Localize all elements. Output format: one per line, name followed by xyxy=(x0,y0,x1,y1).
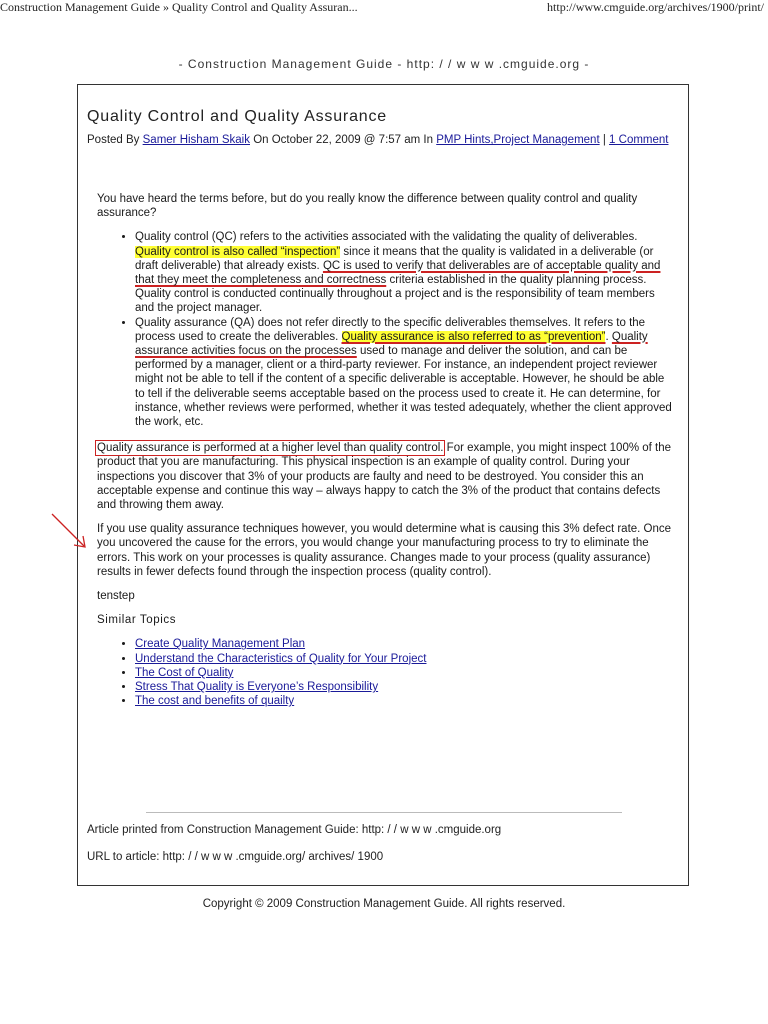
similar-topic-link[interactable]: Understand the Characteristics of Quality for Your Project xyxy=(135,652,427,665)
category-link[interactable]: PMP Hints,Project Management xyxy=(436,134,600,146)
print-header-title: Construction Management Guide » Quality Control and Quality Assuran... xyxy=(0,0,358,14)
qc-highlight: Quality control is also called “inspection” xyxy=(135,245,341,258)
similar-topic-item xyxy=(135,666,675,680)
copyright: Copyright © 2009 Construction Management Guide. All rights reserved. xyxy=(202,898,566,910)
author-link[interactable]: Samer Hisham Skaik xyxy=(142,134,250,146)
article-url: URL to article: http: / / w w w .cmguide.org/ archives/ 1900 xyxy=(87,851,384,863)
qa-period: . xyxy=(605,330,609,343)
similar-topics-list xyxy=(97,637,675,708)
similar-topic-item xyxy=(135,652,675,666)
qc-text-2: since it means that the quality is validated in a deliverable (or draft deliverable) that already exists. xyxy=(135,245,654,272)
similar-topic-link[interactable]: The Cost of Quality xyxy=(135,666,234,679)
comments-link[interactable]: 1 Comment xyxy=(609,134,669,146)
signature: tenstep xyxy=(97,590,135,603)
similar-topic-link[interactable]: Create Quality Management Plan xyxy=(135,638,306,651)
similar-topic-item xyxy=(135,637,675,651)
qc-text-1: Quality control (QC) refers to the activities associated with the validating the quality of deliverables. xyxy=(135,231,638,244)
qa-text-1: Quality assurance (QA) does not refer directly to the specific deliverables themselves. It refers to the process used to create the deliverables. xyxy=(135,316,646,343)
list-item-qc xyxy=(135,230,675,315)
posted-by-label: Posted By xyxy=(87,134,140,146)
annotation-arrow-icon xyxy=(48,510,90,552)
similar-topic-link[interactable]: The cost and benefits of quailty xyxy=(135,695,295,708)
site-line: - Construction Management Guide - http: / / w w w .cmguide.org - xyxy=(178,57,590,71)
intro-paragraph: You have heard the terms before, but do you really know the difference between quality control and quality assurance? xyxy=(97,193,638,220)
qa-level-paragraph xyxy=(97,441,675,512)
article-body xyxy=(97,192,675,721)
definition-list xyxy=(97,230,675,429)
qa-techniques-paragraph: If you use quality assurance techniques however, you would determine what is causing this 3% defect rate. Once you uncovered the cause for the errors, you would change your manufacturing process to try to eliminate the errors. This work on your processes is quality assurance. Changes made to your process (quality assurance) results in fewer defects found through the inspection process (quality control). xyxy=(97,523,672,578)
similar-topics-title: Similar Topics xyxy=(97,614,177,627)
printed-from: Article printed from Construction Management Guide: http: / / w w w .cmguide.org xyxy=(87,824,502,836)
list-item-qa xyxy=(135,316,675,430)
qa-text-3: used to manage and deliver the solution, and can be performed by a manager, client or a third-party reviewer. For instance, an independent project reviewer might not be able to tell if the content of a specific deliverable is acceptable. However, he should be able to tell if the deliverable seems acceptable based on the process used to create it. He can determine, for instance, whether reviews were performed, whether it was tested adequately, whether the client approved the work, etc. xyxy=(135,345,672,429)
similar-topic-item xyxy=(135,694,675,708)
print-header-url: http://www.cmguide.org/archives/1900/print/ xyxy=(547,0,764,14)
para2-rest: For example, you might inspect 100% of the product that you are manufacturing. This physical inspection is an example of quality control. During your inspections you discover that 3% of your products are faulty and need to be destroyed. You consider this an acceptable expense and continue this way – always happy to catch the 3% of the product that contains defects and throwing them away. xyxy=(97,442,672,512)
meta-separator: | xyxy=(602,134,606,146)
footer-divider xyxy=(146,812,622,813)
qa-underlined: Quality assurance activities focus on the processes xyxy=(135,330,648,358)
article-title: Quality Control and Quality Assurance xyxy=(87,108,387,125)
post-date: On October 22, 2009 @ 7:57 am In xyxy=(253,134,434,146)
boxed-sentence: Quality assurance is performed at a higher level than quality control. xyxy=(97,442,444,455)
similar-topic-item xyxy=(135,680,675,694)
article-meta xyxy=(87,133,685,147)
qc-underlined: QC is used to verify that deliverables are of acceptable quality and that they meet the completeness and correctness xyxy=(135,259,661,287)
qa-highlight: Quality assurance is also referred to as “prevention” xyxy=(341,330,606,343)
qc-text-3: criteria established in the quality planning process. Quality control is conducted continually throughout a project and is the responsibility of team members and the project manager. xyxy=(135,274,655,315)
similar-topic-link[interactable]: Stress That Quality is Everyone’s Responsibility xyxy=(135,681,379,694)
